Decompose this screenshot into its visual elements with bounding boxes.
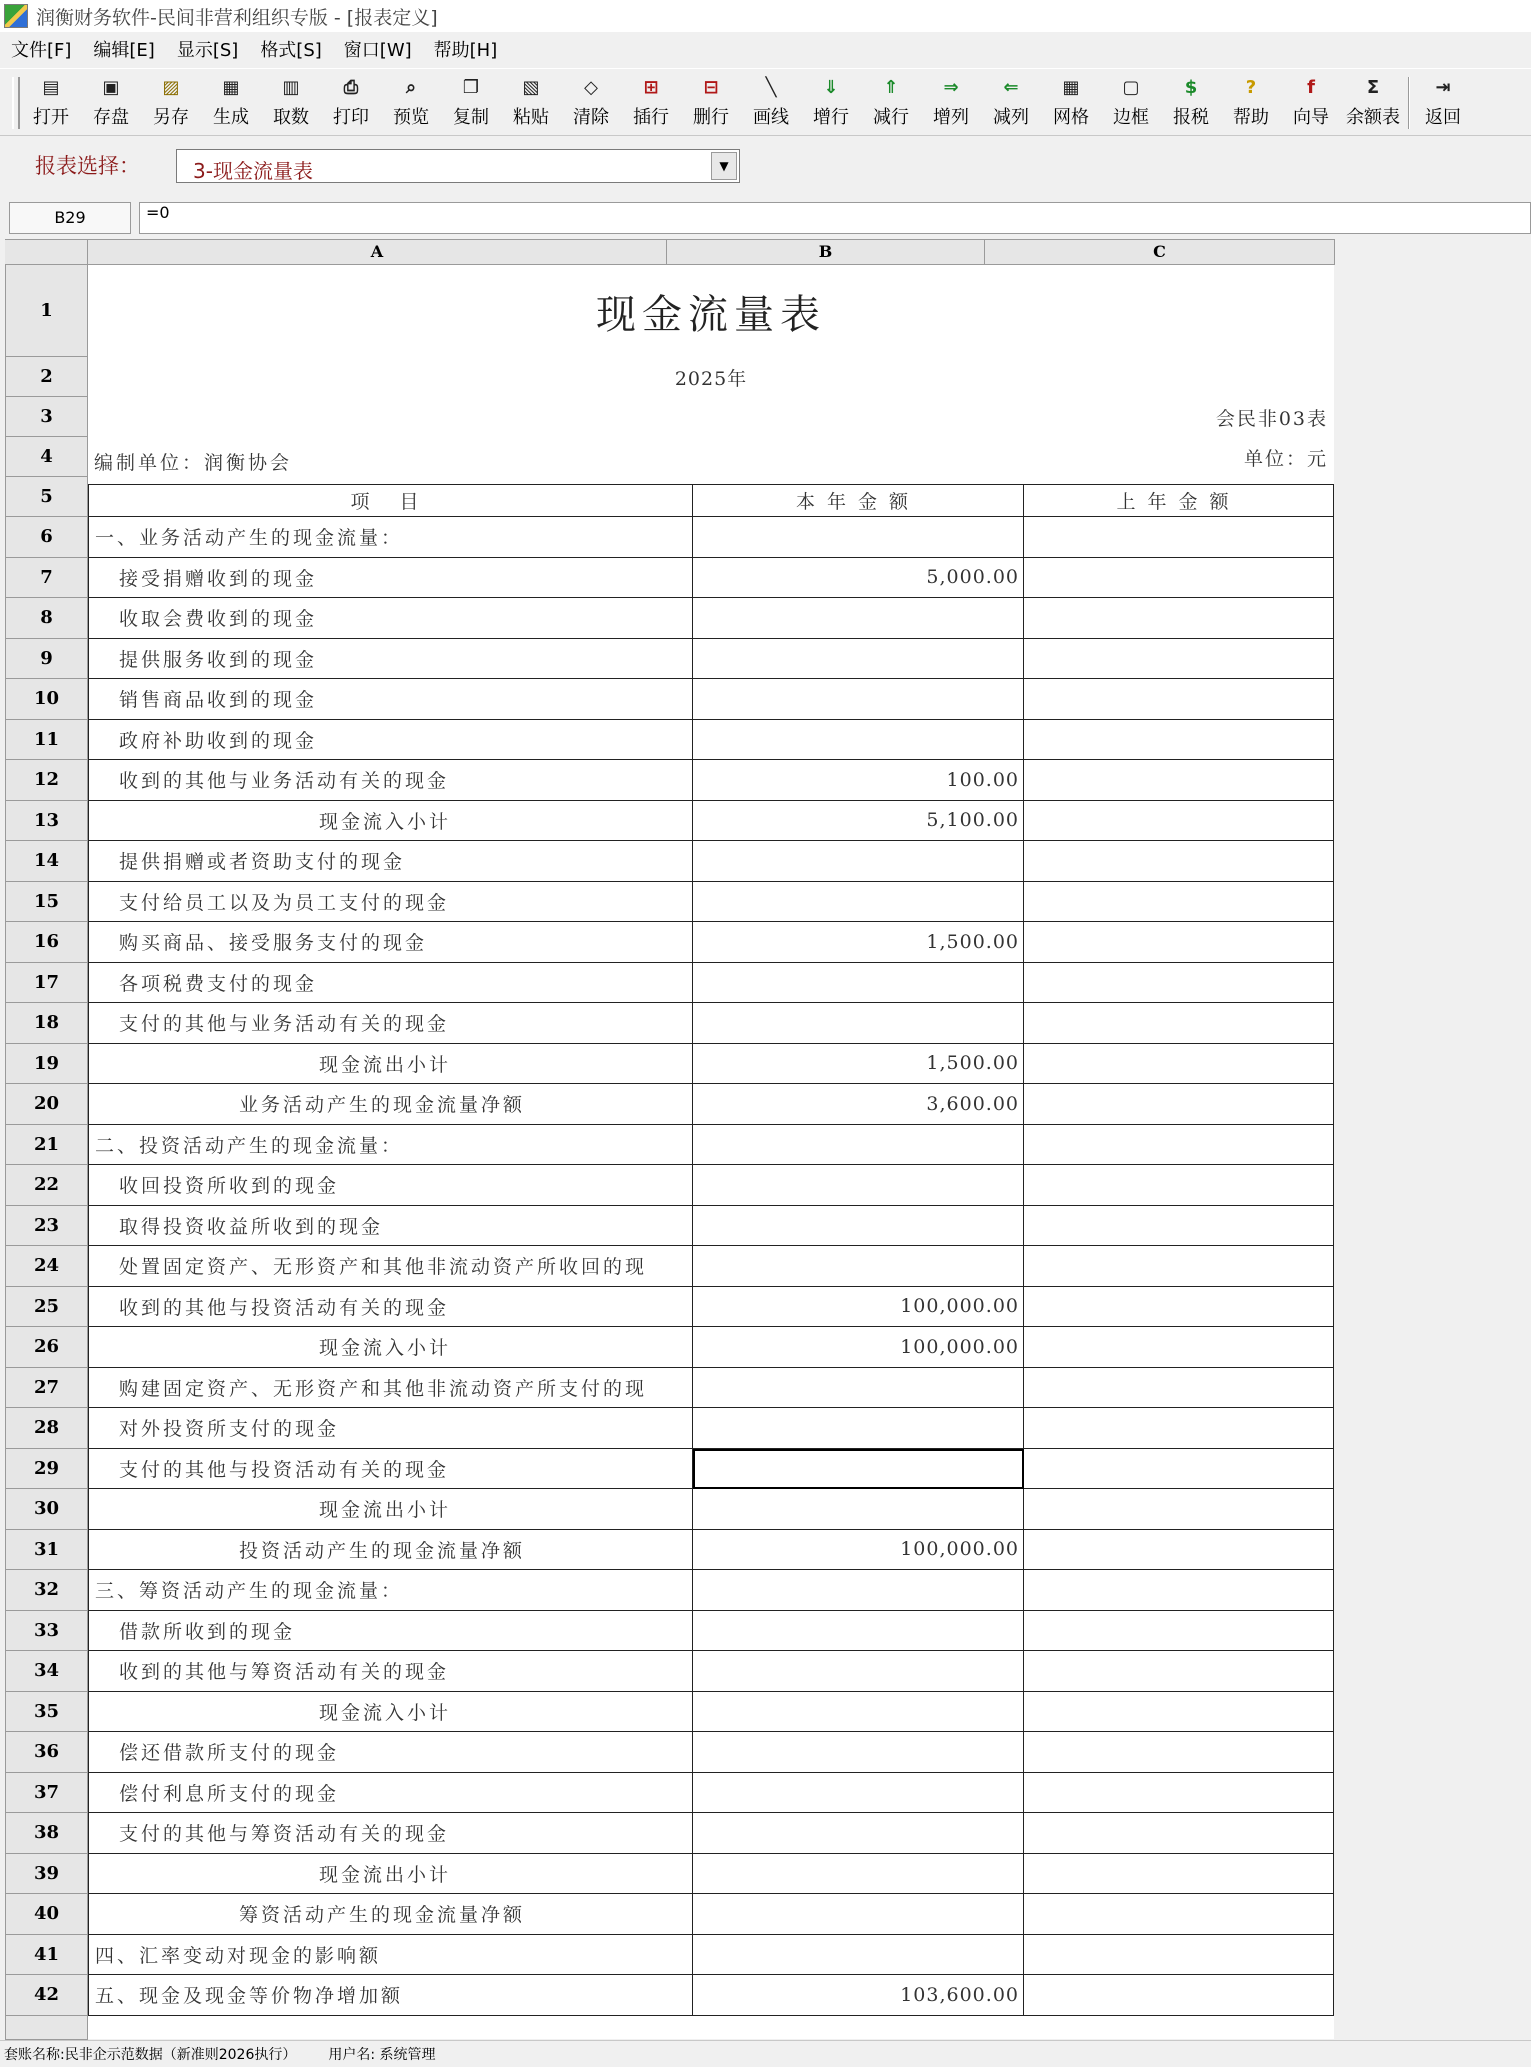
toolbar-button-grid[interactable] [1042, 75, 1100, 131]
cell-current-year[interactable] [693, 1408, 1024, 1449]
toolbar-button-label: 余额表 [1346, 107, 1400, 128]
row-header[interactable]: 17 [5, 963, 88, 1004]
cell-current-year[interactable] [693, 882, 1024, 923]
cell-current-year[interactable]: 103,600.00 [693, 1975, 1024, 2016]
remove-row-icon: ⇑ [883, 77, 899, 98]
app-icon [4, 4, 28, 28]
cell-item-label[interactable]: 三、筹资活动产生的现金流量： [88, 1570, 693, 1611]
row-header[interactable]: 18 [5, 1003, 88, 1044]
toolbar-button-preview[interactable] [382, 75, 440, 131]
toolbar-button-label: 删行 [693, 107, 729, 128]
cell-item-label[interactable]: 提供服务收到的现金 [88, 639, 693, 680]
toolbar-button-label: 向导 [1293, 107, 1329, 128]
cell-item-label[interactable]: 收到的其他与业务活动有关的现金 [88, 760, 693, 801]
row-header[interactable]: 28 [5, 1408, 88, 1449]
menu-bar [0, 32, 1531, 66]
add-column-icon: ⇒ [943, 77, 959, 98]
cell-current-year[interactable] [693, 963, 1024, 1004]
cell-current-year[interactable] [693, 1165, 1024, 1206]
cell-prior-year[interactable] [1024, 1246, 1334, 1287]
row-header[interactable]: 34 [5, 1651, 88, 1692]
cell-item-label[interactable]: 购建固定资产、无形资产和其他非流动资产所支付的现 [88, 1368, 693, 1409]
cell-current-year[interactable] [693, 639, 1024, 680]
row-header[interactable]: 19 [5, 1044, 88, 1085]
cell-current-year[interactable] [693, 1692, 1024, 1733]
cell-prior-year[interactable] [1024, 1489, 1334, 1530]
tax-icon: $ [1184, 77, 1198, 98]
row-header[interactable]: 13 [5, 801, 88, 842]
cell-item-label[interactable]: 接受捐赠收到的现金 [88, 558, 693, 599]
toolbar-button-print[interactable] [322, 75, 380, 131]
cell-item-label[interactable]: 支付的其他与投资活动有关的现金 [88, 1449, 693, 1490]
cell-prior-year[interactable] [1024, 1327, 1334, 1368]
row-header[interactable]: 8 [5, 598, 88, 639]
toolbar-button-label: 清除 [573, 107, 609, 128]
cell-item-label[interactable]: 收到的其他与筹资活动有关的现金 [88, 1651, 693, 1692]
toolbar-button-label: 网格 [1053, 107, 1089, 128]
cell-item-label[interactable]: 提供捐赠或者资助支付的现金 [88, 841, 693, 882]
toolbar-button-label: 减行 [873, 107, 909, 128]
cell-item-label[interactable]: 四、汇率变动对现金的影响额 [88, 1935, 693, 1976]
cell-prior-year[interactable] [1024, 882, 1334, 923]
cell-item-label[interactable]: 现金流入小计 [88, 1327, 693, 1368]
fetch-data-icon: ▥ [282, 77, 300, 98]
cell-current-year[interactable] [693, 1854, 1024, 1895]
cell-prior-year[interactable] [1024, 1611, 1334, 1652]
status-user: 用户名: 系统管理 [328, 2047, 436, 2063]
cell-current-year[interactable] [693, 517, 1024, 558]
toolbar-button-insert-row[interactable] [622, 75, 680, 131]
title-bar [0, 0, 1531, 32]
cell-prior-year[interactable] [1024, 679, 1334, 720]
cell-prior-year[interactable] [1024, 1287, 1334, 1328]
toolbar-button-paste[interactable] [502, 75, 560, 131]
cell-prior-year[interactable] [1024, 639, 1334, 680]
row-header-partial[interactable] [5, 2016, 88, 2041]
row-header[interactable]: 7 [5, 558, 88, 599]
cell-prior-year[interactable] [1024, 1530, 1334, 1571]
cell-item-label[interactable]: 政府补助收到的现金 [88, 720, 693, 761]
menu-file[interactable]: 文件[F] [11, 40, 72, 61]
cell-prior-year[interactable] [1024, 1975, 1334, 2016]
cell-current-year[interactable] [693, 1125, 1024, 1166]
generate-icon: ▦ [222, 77, 240, 98]
toolbar-button-draw-line[interactable] [742, 75, 800, 131]
toolbar-button-label: 打印 [333, 107, 369, 128]
cell-prior-year[interactable] [1024, 1408, 1334, 1449]
table-header-prior-year: 上年金额 [1024, 484, 1334, 517]
draw-line-icon: ╲ [765, 77, 777, 98]
table-header-item: 项 目 [88, 484, 693, 517]
cell-current-year[interactable] [693, 1935, 1024, 1976]
cell-current-year[interactable]: 100,000.00 [693, 1327, 1024, 1368]
cell-item-label[interactable]: 二、投资活动产生的现金流量： [88, 1125, 693, 1166]
cell-item-label[interactable]: 现金流出小计 [88, 1489, 693, 1530]
row-header[interactable]: 27 [5, 1368, 88, 1409]
toolbar-button-delete-row[interactable] [682, 75, 740, 131]
chevron-down-icon[interactable]: ▼ [711, 152, 737, 180]
cell-prior-year[interactable] [1024, 841, 1334, 882]
report-title: 现金流量表 [596, 291, 826, 338]
cell-prior-year[interactable] [1024, 1813, 1334, 1854]
status-account: 套账名称:民非企示范数据（新准则2026执行） [4, 2047, 297, 2063]
column-header-a[interactable]: A [88, 239, 667, 265]
toolbar-separator [1408, 77, 1410, 129]
report-select-dropdown[interactable] [176, 149, 740, 183]
column-header [5, 239, 1335, 265]
clear-icon: ◇ [584, 77, 598, 98]
cell-item-label[interactable]: 筹资活动产生的现金流量净额 [88, 1894, 693, 1935]
cell-current-year[interactable] [693, 1813, 1024, 1854]
cell-item-label[interactable]: 五、现金及现金等价物净增加额 [88, 1975, 693, 2016]
toolbar [0, 68, 1531, 136]
cell-current-year[interactable] [693, 598, 1024, 639]
cell-prior-year[interactable] [1024, 517, 1334, 558]
row-header[interactable]: 3 [5, 397, 88, 437]
cell-prior-year[interactable] [1024, 1206, 1334, 1247]
cell-current-year[interactable] [693, 1003, 1024, 1044]
report-form-number: 会民非03表 [1215, 407, 1328, 430]
menu-window[interactable]: 窗口[W] [343, 40, 412, 61]
toolbar-button-label: 减列 [993, 107, 1029, 128]
cell-item-label[interactable]: 取得投资收益所收到的现金 [88, 1206, 693, 1247]
wizard-icon: f [1307, 77, 1315, 98]
row-header[interactable]: 12 [5, 760, 88, 801]
cell-prior-year[interactable] [1024, 1732, 1334, 1773]
cell-prior-year[interactable] [1024, 1368, 1334, 1409]
remove-column-icon: ⇐ [1003, 77, 1019, 98]
toolbar-button-label: 生成 [213, 107, 249, 128]
cell-prior-year[interactable] [1024, 1570, 1334, 1611]
toolbar-button-label: 边框 [1113, 107, 1149, 128]
cell-current-year[interactable] [693, 1246, 1024, 1287]
row-header[interactable]: 6 [5, 517, 88, 558]
cell-item-label[interactable]: 现金流入小计 [88, 801, 693, 842]
cell-item-label[interactable]: 投资活动产生的现金流量净额 [88, 1530, 693, 1571]
cell-prior-year[interactable] [1024, 1894, 1334, 1935]
cell-prior-year[interactable] [1024, 1651, 1334, 1692]
cell-prior-year[interactable] [1024, 1449, 1334, 1490]
cell-item-label[interactable]: 购买商品、接受服务支付的现金 [88, 922, 693, 963]
cell-prior-year[interactable] [1024, 963, 1334, 1004]
cell-item-label[interactable]: 支付给员工以及为员工支付的现金 [88, 882, 693, 923]
cell-current-year[interactable] [693, 1651, 1024, 1692]
row-header[interactable]: 20 [5, 1084, 88, 1125]
copy-icon: ❐ [462, 77, 480, 98]
cell-prior-year[interactable] [1024, 922, 1334, 963]
toolbar-button-label: 另存 [153, 107, 189, 128]
cell-current-year[interactable]: 100,000.00 [693, 1287, 1024, 1328]
toolbar-button-tax[interactable] [1162, 75, 1220, 131]
cell-prior-year[interactable] [1024, 558, 1334, 599]
paste-icon: ▧ [522, 77, 540, 98]
report-select-bar [0, 140, 1531, 196]
row-header[interactable]: 11 [5, 720, 88, 761]
row-header[interactable]: 10 [5, 679, 88, 720]
cell-item-label[interactable]: 各项税费支付的现金 [88, 963, 693, 1004]
cell-current-year[interactable]: 5,100.00 [693, 801, 1024, 842]
toolbar-button-label: 插行 [633, 107, 669, 128]
cell-item-label[interactable]: 收取会费收到的现金 [88, 598, 693, 639]
cell-item-label[interactable]: 现金流出小计 [88, 1044, 693, 1085]
report-select-label: 报表选择： [35, 154, 140, 178]
toolbar-button-remove-column[interactable] [982, 75, 1040, 131]
report-year: 2025年 [674, 367, 748, 390]
row-header[interactable]: 4 [5, 437, 88, 477]
cell-item-label[interactable]: 销售商品收到的现金 [88, 679, 693, 720]
toolbar-button-label: 打开 [33, 107, 69, 128]
cell-prior-year[interactable] [1024, 1125, 1334, 1166]
row-header[interactable]: 30 [5, 1489, 88, 1530]
cell-current-year[interactable] [693, 1489, 1024, 1530]
cell-prior-year[interactable] [1024, 1854, 1334, 1895]
toolbar-button-label: 报税 [1173, 107, 1209, 128]
cell-current-year[interactable]: 100.00 [693, 760, 1024, 801]
cell-prior-year[interactable] [1024, 720, 1334, 761]
cell-item-label[interactable]: 借款所收到的现金 [88, 1611, 693, 1652]
table-header-current-year: 本年金额 [693, 484, 1024, 517]
row-header[interactable]: 15 [5, 882, 88, 923]
toolbar-button-label: 画线 [753, 107, 789, 128]
toolbar-button-copy[interactable] [442, 75, 500, 131]
toolbar-button-label: 增列 [933, 107, 969, 128]
report-organization: 编制单位：润衡协会 [94, 452, 293, 474]
cell-current-year[interactable] [693, 720, 1024, 761]
delete-row-icon: ⊟ [703, 77, 719, 98]
status-bar [0, 2040, 1531, 2067]
toolbar-button-add-row[interactable] [802, 75, 860, 131]
corner-header[interactable] [5, 239, 88, 265]
cell-item-label[interactable]: 业务活动产生的现金流量净额 [88, 1084, 693, 1125]
toolbar-button-label: 返回 [1425, 107, 1461, 128]
insert-row-icon: ⊞ [643, 77, 659, 98]
cell-current-year[interactable] [693, 1206, 1024, 1247]
cell-current-year[interactable] [693, 679, 1024, 720]
toolbar-button-label: 复制 [453, 107, 489, 128]
row-header[interactable]: 1 [5, 265, 88, 357]
menu-view[interactable]: 显示[S] [176, 40, 239, 61]
row-header[interactable]: 40 [5, 1894, 88, 1935]
toolbar-button-open[interactable] [22, 75, 80, 131]
toolbar-button-help[interactable] [1222, 75, 1280, 131]
save-icon: ▣ [102, 77, 120, 98]
open-icon: ▤ [42, 77, 60, 98]
row-header[interactable]: 42 [5, 1975, 88, 2016]
toolbar-button-border[interactable] [1102, 75, 1160, 131]
cell-item-label[interactable]: 处置固定资产、无形资产和其他非流动资产所收回的现 [88, 1246, 693, 1287]
preview-icon: ⌕ [405, 77, 417, 98]
cell-current-year[interactable]: 1,500.00 [693, 922, 1024, 963]
cell-item-label[interactable]: 收到的其他与投资活动有关的现金 [88, 1287, 693, 1328]
row-header[interactable]: 33 [5, 1611, 88, 1652]
cell-current-year[interactable]: 5,000.00 [693, 558, 1024, 599]
toolbar-button-label: 取数 [273, 107, 309, 128]
cell-prior-year[interactable] [1024, 1165, 1334, 1206]
toolbar-grip[interactable] [12, 77, 20, 129]
cell-current-year[interactable] [693, 1732, 1024, 1773]
report-select-value: 3-现金流量表 [193, 159, 313, 183]
cell-current-year[interactable] [693, 1611, 1024, 1652]
toolbar-button-clear[interactable] [562, 75, 620, 131]
row-header[interactable]: 14 [5, 841, 88, 882]
row-header[interactable]: 2 [5, 357, 88, 397]
row-header[interactable]: 31 [5, 1530, 88, 1571]
sum-icon: Σ [1366, 77, 1380, 98]
toolbar-button-save-as[interactable] [142, 75, 200, 131]
cell-prior-year[interactable] [1024, 1084, 1334, 1125]
toolbar-button-label: 存盘 [93, 107, 129, 128]
print-icon: ⎙ [343, 77, 359, 98]
menu-edit[interactable]: 编辑[E] [93, 40, 155, 61]
cell-prior-year[interactable] [1024, 801, 1334, 842]
grid-icon: ▦ [1062, 77, 1080, 98]
cell-prior-year[interactable] [1024, 1044, 1334, 1085]
cell-item-label[interactable]: 收回投资所收到的现金 [88, 1165, 693, 1206]
column-header-b[interactable]: B [667, 239, 985, 265]
cell-prior-year[interactable] [1024, 598, 1334, 639]
menu-help[interactable]: 帮助[H] [433, 40, 498, 61]
help-icon: ? [1245, 77, 1257, 98]
toolbar-button-label: 增行 [813, 107, 849, 128]
row-header[interactable]: 36 [5, 1732, 88, 1773]
toolbar-button-label: 帮助 [1233, 107, 1269, 128]
report-unit: 单位：元 [1243, 447, 1328, 470]
save-as-icon: ▨ [162, 77, 180, 98]
toolbar-button-label: 预览 [393, 107, 429, 128]
cell-item-label[interactable]: 现金流出小计 [88, 1854, 693, 1895]
cell-prior-year[interactable] [1024, 1692, 1334, 1733]
row-header[interactable]: 29 [5, 1449, 88, 1490]
toolbar-button-fetch-data[interactable] [262, 75, 320, 131]
toolbar-button-remove-row[interactable] [862, 75, 920, 131]
cell-current-year[interactable] [693, 1449, 1024, 1490]
formula-input[interactable]: =0 [139, 202, 1531, 234]
toolbar-button-save[interactable] [82, 75, 140, 131]
cell-item-label[interactable]: 对外投资所支付的现金 [88, 1408, 693, 1449]
row-header[interactable]: 38 [5, 1813, 88, 1854]
toolbar-button-generate[interactable] [202, 75, 260, 131]
cell-prior-year[interactable] [1024, 1003, 1334, 1044]
cell-current-year[interactable]: 3,600.00 [693, 1084, 1024, 1125]
cell-current-year[interactable]: 1,500.00 [693, 1044, 1024, 1085]
return-icon: ⇥ [1435, 77, 1451, 98]
cell-prior-year[interactable] [1024, 1935, 1334, 1976]
row-header[interactable]: 22 [5, 1165, 88, 1206]
row-header[interactable]: 26 [5, 1327, 88, 1368]
row-header[interactable]: 21 [5, 1125, 88, 1166]
row-header[interactable]: 23 [5, 1206, 88, 1247]
window-title: 润衡财务软件-民间非营利组织专版 - [报表定义] [36, 6, 438, 29]
cell-prior-year[interactable] [1024, 1773, 1334, 1814]
cell-item-label[interactable]: 现金流入小计 [88, 1692, 693, 1733]
toolbar-button-sum[interactable] [1342, 75, 1404, 131]
column-header-c[interactable]: C [985, 239, 1335, 265]
row-header[interactable]: 24 [5, 1246, 88, 1287]
cell-item-label[interactable]: 支付的其他与业务活动有关的现金 [88, 1003, 693, 1044]
cell-prior-year[interactable] [1024, 760, 1334, 801]
cell-current-year[interactable]: 100,000.00 [693, 1530, 1024, 1571]
formula-bar [0, 200, 1531, 238]
row-header[interactable]: 9 [5, 639, 88, 680]
row-header[interactable]: 25 [5, 1287, 88, 1328]
toolbar-button-return[interactable] [1414, 75, 1472, 131]
cell-item-label[interactable]: 支付的其他与筹资活动有关的现金 [88, 1813, 693, 1854]
cell-current-year[interactable] [693, 1570, 1024, 1611]
cell-current-year[interactable] [693, 841, 1024, 882]
cell-reference-box[interactable]: B29 [9, 202, 131, 234]
row-header[interactable]: 16 [5, 922, 88, 963]
cell-current-year[interactable] [693, 1894, 1024, 1935]
add-row-icon: ⇓ [823, 77, 839, 98]
row-header[interactable]: 37 [5, 1773, 88, 1814]
cell-item-label[interactable]: 偿还借款所支付的现金 [88, 1732, 693, 1773]
row-header[interactable]: 35 [5, 1692, 88, 1733]
cell-current-year[interactable] [693, 1368, 1024, 1409]
row-header[interactable]: 41 [5, 1935, 88, 1976]
toolbar-button-label: 粘贴 [513, 107, 549, 128]
cell-item-label[interactable]: 一、业务活动产生的现金流量： [88, 517, 693, 558]
menu-format[interactable]: 格式[S] [260, 40, 322, 61]
border-icon: ▢ [1122, 77, 1140, 98]
toolbar-button-add-column[interactable] [922, 75, 980, 131]
cell-current-year[interactable] [693, 1773, 1024, 1814]
toolbar-button-wizard[interactable] [1282, 75, 1340, 131]
row-header[interactable]: 5 [5, 477, 88, 517]
cell-item-label[interactable]: 偿付利息所支付的现金 [88, 1773, 693, 1814]
row-header[interactable]: 32 [5, 1570, 88, 1611]
row-header[interactable]: 39 [5, 1854, 88, 1895]
